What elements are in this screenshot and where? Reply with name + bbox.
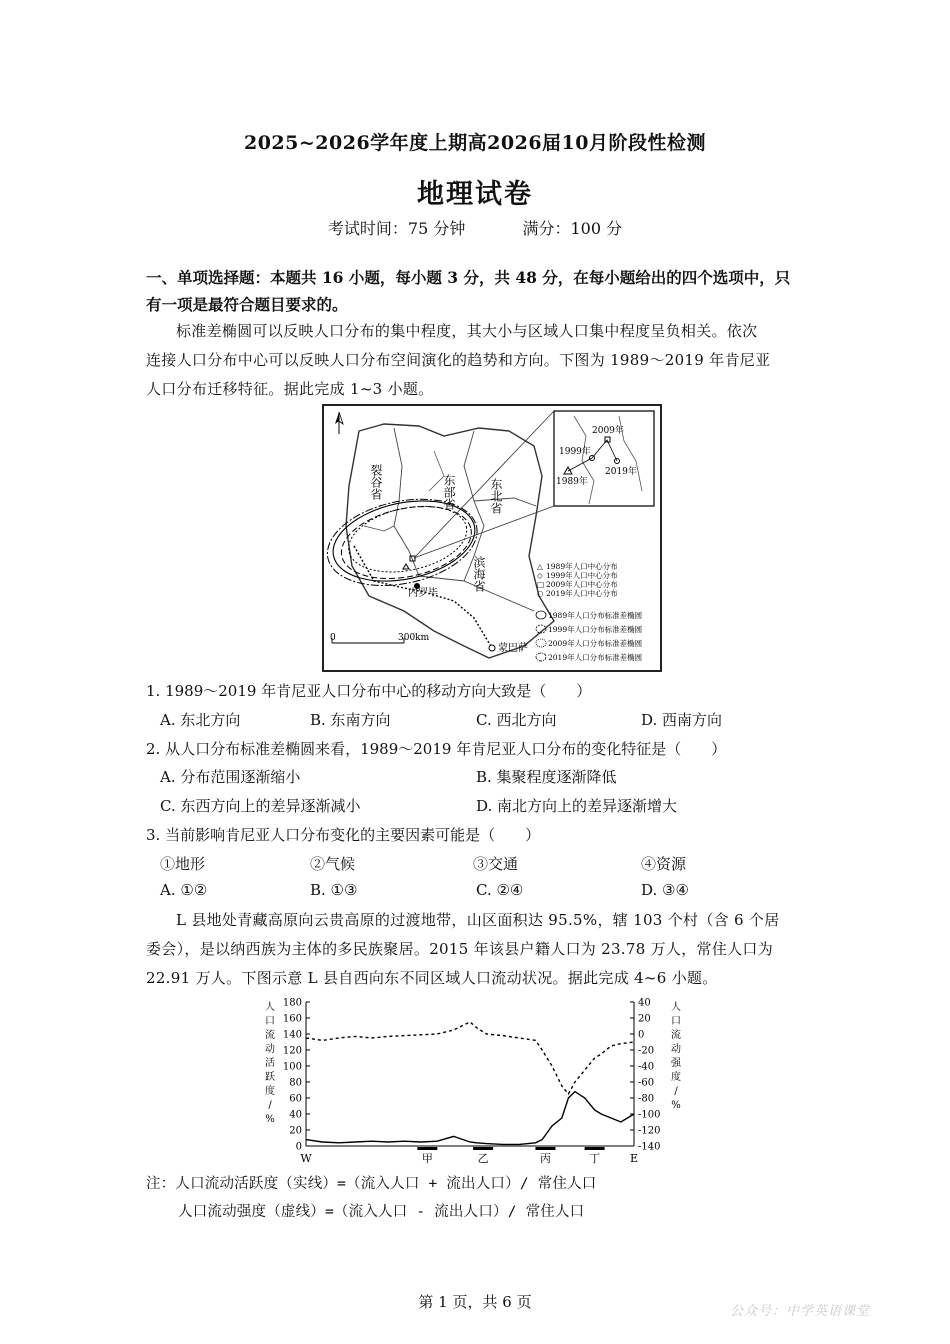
section-heading-line1: 一、单项选择题：本题共 16 小题，每小题 3 分，共 48 分，在每小题给出的四个选项中，只 xyxy=(146,268,791,287)
right-axis-title-char: % xyxy=(671,1100,681,1111)
passage-1-line3: 人口分布迁移特征。据此完成 1~3 小题。 xyxy=(146,380,434,398)
kenya-outline xyxy=(346,424,554,658)
passage-1 xyxy=(146,317,810,404)
inset-year-2009: 2009年 xyxy=(592,426,624,436)
left-axis-title-char: 动 xyxy=(265,1044,275,1055)
left-axis-title-char: 活 xyxy=(265,1058,275,1069)
passage-1-line1: 标准差椭圆可以反映人口分布的集中程度，其大小与区域人口集中程度呈负相关。依次 xyxy=(176,322,758,340)
legend-item: 1999年人口分布标准差椭圆 xyxy=(548,625,643,634)
section-heading xyxy=(146,264,810,318)
legend-item: 1999年人口中心分布 xyxy=(546,571,618,580)
page-number: 第 1 页，共 6 页 xyxy=(418,1293,532,1311)
legend-item: 1989年人口中心分布 xyxy=(546,562,618,571)
province-label-coast: 滨海省 xyxy=(472,556,486,592)
exam-time: 考试时间：75 分钟 xyxy=(327,219,466,238)
inset-year-1989: 1989年 xyxy=(556,477,588,487)
kenya-map-svg xyxy=(324,406,660,670)
right-tick-label: 40 xyxy=(638,997,651,1009)
right-tick-label: -80 xyxy=(638,1093,655,1105)
inset-map xyxy=(554,411,654,506)
svg-text:◇: ◇ xyxy=(537,571,543,580)
x-tick-label: E xyxy=(629,1152,639,1165)
population-flow-chart xyxy=(256,996,686,1168)
region-marker xyxy=(585,1147,605,1150)
left-axis-title-char: 人 xyxy=(265,1002,275,1013)
chart-note-1: 注：人口流动活跃度（实线）=（流入人口 + 流出人口）/ 常住人口 xyxy=(146,1176,597,1192)
left-tick-label: 40 xyxy=(289,1109,302,1121)
right-tick-label: -140 xyxy=(638,1141,661,1153)
q2-option-d[interactable]: D. 南北方向上的差异逐渐增大 xyxy=(476,797,678,815)
region-marker xyxy=(417,1147,437,1150)
flow-chart-svg xyxy=(256,996,686,1168)
left-tick-label: 160 xyxy=(282,1013,302,1025)
left-axis-title-char: % xyxy=(265,1114,275,1125)
q3-option-a[interactable]: A. ①② xyxy=(160,881,208,899)
q3-option-c[interactable]: C. ②④ xyxy=(476,881,524,899)
exam-title: 2025~2026学年度上期高2026届10月阶段性检测 xyxy=(243,132,706,154)
right-tick-label: -100 xyxy=(638,1109,661,1121)
left-axis-title-char: 口 xyxy=(265,1016,275,1027)
q1-option-d[interactable]: D. 西南方向 xyxy=(641,711,723,729)
province-label-eastern: 东部省 xyxy=(442,474,456,510)
q2-option-c[interactable]: C. 东西方向上的差异逐渐减小 xyxy=(160,797,361,815)
left-axis-title-char: / xyxy=(268,1100,272,1111)
right-tick-label: -40 xyxy=(638,1061,655,1073)
left-axis-title-char: 流 xyxy=(265,1030,275,1041)
passage-2-line3: 22.91 万人。下图示意 L 县自西向东不同区域人口流动状况。据此完成 4~6 小题。 xyxy=(146,969,718,987)
province-label-northeastern: 东北省 xyxy=(489,478,503,514)
right-tick-label: 20 xyxy=(638,1013,651,1025)
question-1-stem: 1. 1989～2019 年肯尼亚人口分布中心的移动方向大致是（ ） xyxy=(146,682,592,700)
right-axis-title-char: / xyxy=(674,1086,678,1097)
left-tick-label: 180 xyxy=(282,997,302,1009)
legend-item: 2009年人口中心分布 xyxy=(546,580,618,589)
province-label-rift: 裂谷省 xyxy=(369,464,383,500)
passage-1-line2: 连接人口分布中心可以反映人口分布空间演化的趋势和方向。下图为 1989～2019 年肯尼亚 xyxy=(146,351,771,369)
north-arrow-icon xyxy=(335,412,343,434)
x-tick-label: 丙 xyxy=(539,1152,551,1165)
kenya-map-figure xyxy=(322,404,662,672)
city-label-nairobi: 内罗毕 xyxy=(408,588,438,599)
left-tick-label: 60 xyxy=(289,1093,302,1105)
x-tick-label: 丁 xyxy=(589,1152,601,1165)
region-marker xyxy=(535,1147,555,1150)
watermark: 公众号：中学英语课堂 xyxy=(730,1304,871,1319)
q1-option-c[interactable]: C. 西北方向 xyxy=(476,711,557,729)
q3-factor-3: ③交通 xyxy=(473,855,519,873)
full-score: 满分：100 分 xyxy=(522,219,623,238)
question-3-stem: 3. 当前影响肯尼亚人口分布变化的主要因素可能是（ ） xyxy=(146,826,541,844)
legend-item: 2009年人口分布标准差椭圆 xyxy=(548,639,643,648)
svg-text:△: △ xyxy=(537,562,543,571)
left-tick-label: 0 xyxy=(295,1141,302,1153)
q2-option-a[interactable]: A. 分布范围逐渐缩小 xyxy=(160,768,301,786)
left-tick-label: 140 xyxy=(282,1029,302,1041)
right-tick-label: 0 xyxy=(638,1029,645,1041)
x-tick-label: 甲 xyxy=(421,1152,433,1165)
passage-2-line2: 委会），是以纳西族为主体的多民族聚居。2015 年该县户籍人口为 23.78 万人，常住人口为 xyxy=(146,940,774,958)
exam-meta xyxy=(0,216,950,239)
right-axis-title-char: 度 xyxy=(671,1072,681,1083)
svg-text:300km: 300km xyxy=(398,633,430,643)
question-2-stem: 2. 从人口分布标准差椭圆来看，1989～2019 年肯尼亚人口分布的变化特征是（ ） xyxy=(146,740,727,758)
q3-factor-2: ②气候 xyxy=(310,855,356,873)
q1-option-a[interactable]: A. 东北方向 xyxy=(160,711,241,729)
left-axis-title-char: 跃 xyxy=(265,1072,275,1083)
left-axis-title-char: 度 xyxy=(265,1086,275,1097)
legend-item: 2019年人口分布标准差椭圆 xyxy=(548,653,643,662)
svg-text:□: □ xyxy=(537,580,545,589)
right-axis-title-char: 强 xyxy=(671,1058,681,1069)
svg-text:○: ○ xyxy=(537,589,544,598)
right-axis-title-char: 人 xyxy=(671,1002,681,1013)
flow-activity-line xyxy=(306,1092,634,1145)
region-marker xyxy=(473,1147,493,1150)
flow-intensity-line xyxy=(306,1022,634,1094)
q1-option-b[interactable]: B. 东南方向 xyxy=(310,711,391,729)
right-tick-label: -120 xyxy=(638,1125,661,1137)
inset-year-1999: 1999年 xyxy=(559,447,591,457)
q2-option-b[interactable]: B. 集聚程度逐渐降低 xyxy=(476,768,617,786)
city-label-mombasa: 蒙巴萨 xyxy=(498,643,528,654)
right-tick-label: -60 xyxy=(638,1077,655,1089)
svg-text:0: 0 xyxy=(330,633,336,643)
legend-item: 1989年人口分布标准差椭圆 xyxy=(548,611,643,620)
legend-item: 2019年人口中心分布 xyxy=(546,589,618,598)
right-tick-label: -20 xyxy=(638,1045,655,1057)
right-axis-title-char: 动 xyxy=(671,1044,681,1055)
map-legend xyxy=(536,561,642,662)
q3-factor-1: ①地形 xyxy=(160,855,206,873)
inset-year-2019: 2019年 xyxy=(605,467,637,477)
passage-2 xyxy=(146,906,810,993)
left-tick-label: 100 xyxy=(282,1061,302,1073)
x-tick-label: W xyxy=(300,1152,312,1165)
passage-2-line1: L 县地处青藏高原向云贵高原的过渡地带，山区面积达 95.5%，辖 103 个村（含 6 个居 xyxy=(176,911,780,929)
chart-note-2: 人口流动强度（虚线）=（流入人口 - 流出人口）/ 常住人口 xyxy=(178,1204,585,1220)
right-axis-title-char: 口 xyxy=(671,1016,681,1027)
q3-factor-4: ④资源 xyxy=(641,855,687,873)
x-tick-label: 乙 xyxy=(477,1152,489,1165)
left-tick-label: 80 xyxy=(289,1077,302,1089)
right-axis-title-char: 流 xyxy=(671,1030,681,1041)
section-heading-line2: 有一项是最符合题目要求的。 xyxy=(146,295,348,314)
q3-option-b[interactable]: B. ①③ xyxy=(310,881,358,899)
left-tick-label: 20 xyxy=(289,1125,302,1137)
q3-option-d[interactable]: D. ③④ xyxy=(641,881,689,899)
subject-title: 地理试卷 xyxy=(417,179,533,210)
left-tick-label: 120 xyxy=(282,1045,302,1057)
scale-bar xyxy=(330,633,430,643)
